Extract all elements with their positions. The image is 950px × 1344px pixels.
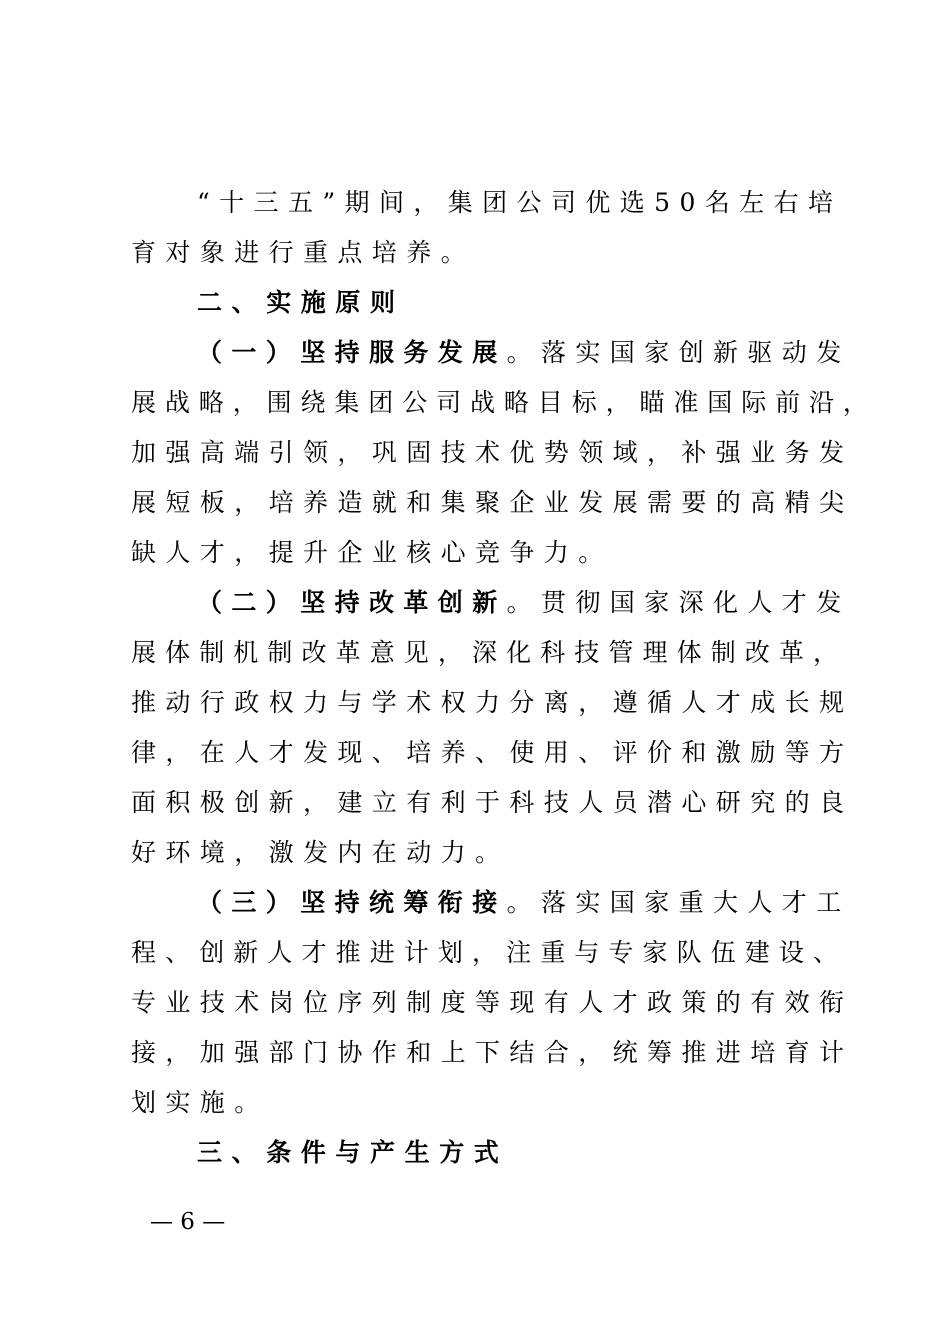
paragraph-line: 展短板，培养造就和集聚企业发展需要的高精尖 bbox=[131, 488, 854, 517]
paragraph-line bbox=[197, 338, 851, 368]
subheading-reform-innovation: （二）坚持改革创新 bbox=[197, 588, 507, 617]
paragraph-line bbox=[197, 588, 851, 618]
paragraph-line bbox=[197, 888, 851, 918]
section-heading-principles: 二、实施原则 bbox=[197, 288, 405, 317]
page-number: — 6 — bbox=[150, 1209, 226, 1235]
paragraph-line: 展战略，围绕集团公司战略目标，瞄准国际前沿， bbox=[131, 388, 877, 417]
paragraph-line: 专业技术岗位序列制度等现有人才政策的有效衔 bbox=[131, 988, 854, 1017]
paragraph-text: 。落实国家创新驱动发 bbox=[506, 338, 851, 367]
paragraph-line: 育对象进行重点培养。 bbox=[131, 238, 476, 267]
paragraph-line: 缺人才，提升企业核心竞争力。 bbox=[131, 538, 613, 567]
paragraph-line: 展体制机制改革意见，深化科技管理体制改革， bbox=[131, 638, 848, 667]
subheading-service-development: （一）坚持服务发展 bbox=[197, 338, 507, 367]
paragraph-line: 推动行政权力与学术权力分离，遵循人才成长规 bbox=[131, 688, 854, 717]
paragraph-line: 接，加强部门协作和上下结合，统筹推进培育计 bbox=[131, 1038, 854, 1067]
subheading-coordination: （三）坚持统筹衔接 bbox=[197, 888, 507, 917]
paragraph-line: 程、创新人才推进计划，注重与专家队伍建设、 bbox=[131, 938, 848, 967]
paragraph-text: 。贯彻国家深化人才发 bbox=[506, 588, 851, 617]
paragraph-text: 。落实国家重大人才工 bbox=[506, 888, 851, 917]
section-heading-conditions: 三、条件与产生方式 bbox=[197, 1138, 509, 1167]
paragraph-line: 律，在人才发现、培养、使用、评价和激励等方 bbox=[131, 738, 854, 767]
paragraph-line: 面积极创新，建立有利于科技人员潜心研究的良 bbox=[131, 788, 854, 817]
paragraph-line: 加强高端引领，巩固技术优势领域，补强业务发 bbox=[131, 438, 854, 467]
paragraph-line: 好环境，激发内在动力。 bbox=[131, 838, 510, 867]
paragraph-line: “十三五”期间，集团公司优选50名左右培 bbox=[197, 188, 843, 217]
paragraph-line: 划实施。 bbox=[131, 1088, 269, 1117]
